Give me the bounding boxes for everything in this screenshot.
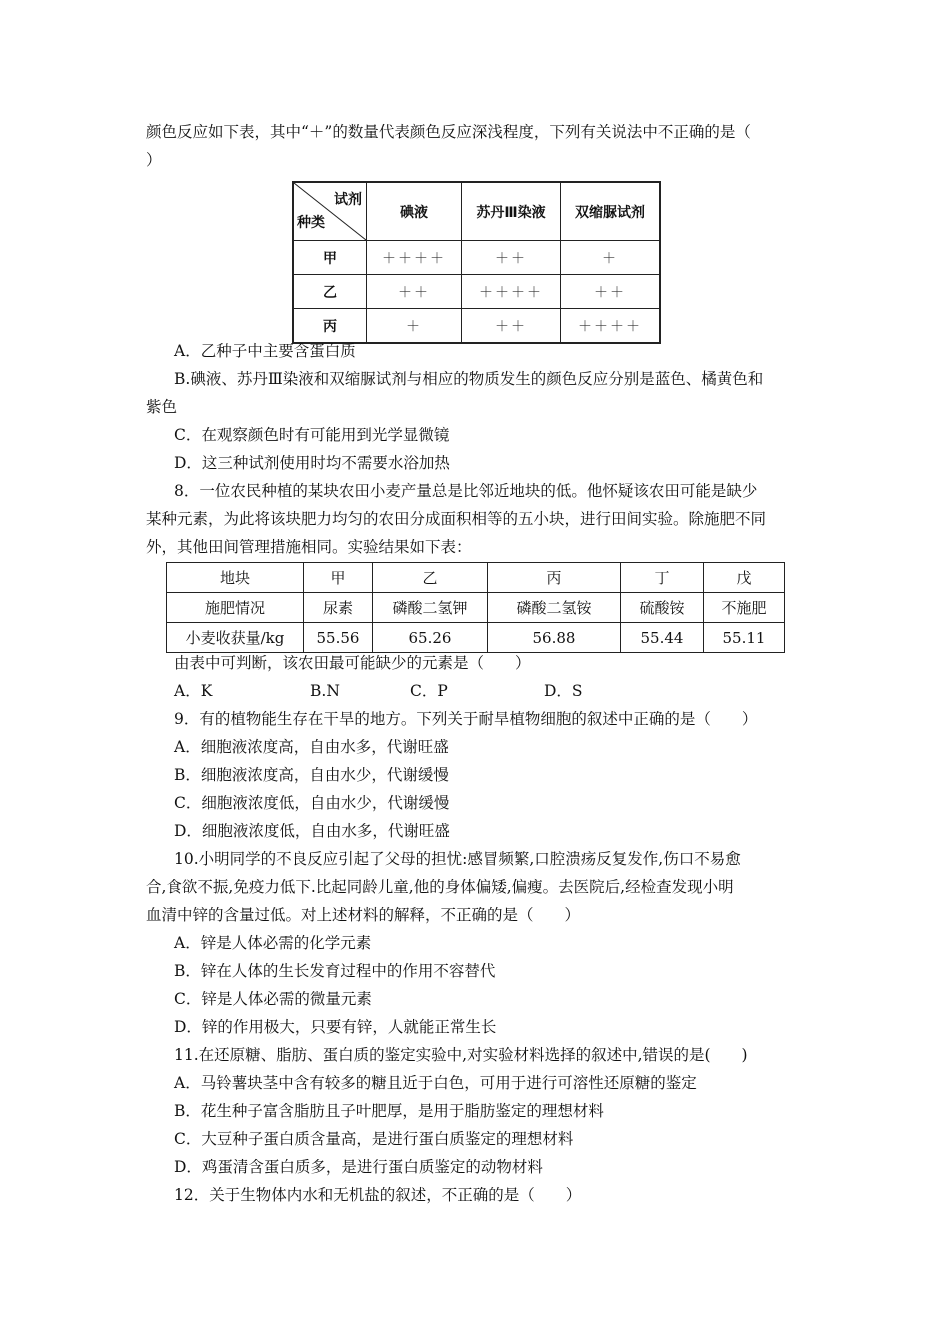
table-cell: 55.44 (621, 623, 704, 653)
q8-option-b: B.N (310, 682, 340, 700)
table-corner-cell (293, 182, 367, 241)
q10-stem-line2: 合,食欲不振,免疫力低下.比起同龄儿童,他的身体偏矮,偏瘦。去医院后,经检查发现小明 (146, 878, 734, 896)
table-cell: 丁 (621, 563, 704, 593)
q11-stem: 11.在还原糖、脂肪、蛋白质的鉴定实验中,对实验材料选择的叙述中,错误的是( ) (174, 1046, 748, 1064)
table-cell: 65.26 (373, 623, 488, 653)
q8-option-d: D．S (544, 682, 583, 700)
q7-stem-line2: ） (146, 151, 162, 169)
q9-option-b: B．细胞液浓度高，自由水少，代谢缓慢 (174, 766, 449, 784)
table-row (167, 593, 785, 623)
header-cell: 苏丹Ⅲ染液 (462, 182, 561, 241)
table-cell: ＋＋＋＋ (561, 309, 661, 344)
table-row (167, 623, 785, 653)
table-cell: 戊 (704, 563, 785, 593)
table-cell: 丙 (488, 563, 621, 593)
table-cell: 56.88 (488, 623, 621, 653)
q7-stem-line1: 颜色反应如下表，其中“＋”的数量代表颜色反应深浅程度，下列有关说法中不正确的是（ (146, 123, 751, 141)
table-cell: ＋＋＋＋ (367, 241, 462, 275)
q8-option-c: C．P (410, 682, 448, 700)
q9-option-a: A．细胞液浓度高，自由水多，代谢旺盛 (174, 738, 449, 756)
row-label: 甲 (293, 241, 367, 275)
table-row (293, 241, 660, 275)
q9-option-c: C．细胞液浓度低，自由水少，代谢缓慢 (174, 794, 450, 812)
table-cell: 硫酸铵 (621, 593, 704, 623)
q10-option-a: A．锌是人体必需的化学元素 (174, 934, 372, 952)
table-cell: 甲 (304, 563, 373, 593)
q10-option-b: B．锌在人体的生长发育过程中的作用不容替代 (174, 962, 496, 980)
table-row (293, 275, 660, 309)
table-cell: 磷酸二氢铵 (488, 593, 621, 623)
q8-stem-line1: 8．一位农民种植的某块农田小麦产量总是比邻近地块的低。他怀疑该农田可能是缺少 (174, 482, 758, 500)
table-cell: 施肥情况 (167, 593, 304, 623)
q12-stem: 12．关于生物体内水和无机盐的叙述，不正确的是（ ） (174, 1186, 582, 1204)
table-cell: ＋ (367, 309, 462, 344)
q11-option-b: B．花生种子富含脂肪且子叶肥厚，是用于脂肪鉴定的理想材料 (174, 1102, 604, 1120)
q8-question: 由表中可判断，该农田最可能缺少的元素是（ ） (174, 654, 531, 672)
table-cell: 小麦收获量/kg (167, 623, 304, 653)
table-row (167, 563, 785, 593)
table-cell: ＋＋ (561, 275, 661, 309)
q11-option-a: A．马铃薯块茎中含有较多的糖且近于白色，可用于进行可溶性还原糖的鉴定 (174, 1074, 697, 1092)
table-cell: ＋ (561, 241, 661, 275)
table-row (293, 309, 660, 344)
q8-stem-line2: 某种元素，为此将该块肥力均匀的农田分成面积相等的五小块，进行田间实验。除施肥不同 (146, 510, 767, 528)
corner-bottom-label: 种类 (297, 215, 325, 231)
table-cell: 乙 (373, 563, 488, 593)
q10-option-d: D．锌的作用极大，只要有锌，人就能正常生长 (174, 1018, 497, 1036)
table-cell: 55.11 (704, 623, 785, 653)
q10-stem-line1: 10.小明同学的不良反应引起了父母的担忧:感冒频繁,口腔溃疡反复发作,伤口不易愈 (174, 850, 741, 868)
header-cell: 碘液 (367, 182, 462, 241)
row-label: 丙 (293, 309, 367, 344)
table-cell: 不施肥 (704, 593, 785, 623)
table-cell: ＋＋＋＋ (462, 275, 561, 309)
q8-option-a: A．K (174, 682, 213, 700)
q10-stem-line3: 血清中锌的含量过低。对上述材料的解释，不正确的是（ ） (146, 906, 581, 924)
corner-top-label: 试剂 (334, 192, 362, 208)
q7-option-b-line2: 紫色 (146, 398, 178, 416)
q7-option-d: D．这三种试剂使用时均不需要水浴加热 (174, 454, 450, 472)
q8-stem-line3: 外，其他田间管理措施相同。实验结果如下表： (146, 538, 472, 556)
q10-option-c: C．锌是人体必需的微量元素 (174, 990, 372, 1008)
table-cell: ＋＋ (462, 309, 561, 344)
table-cell: 55.56 (304, 623, 373, 653)
q11-option-d: D．鸡蛋清含蛋白质多，是进行蛋白质鉴定的动物材料 (174, 1158, 543, 1176)
q7-option-b-line1: B.碘液、苏丹Ⅲ染液和双缩脲试剂与相应的物质发生的颜色反应分别是蓝色、橘黄色和 (174, 370, 764, 388)
row-label: 乙 (293, 275, 367, 309)
table-cell: 磷酸二氢钾 (373, 593, 488, 623)
q7-option-c: C．在观察颜色时有可能用到光学显微镜 (174, 426, 450, 444)
table-cell: 地块 (167, 563, 304, 593)
q11-option-c: C．大豆种子蛋白质含量高，是进行蛋白质鉴定的理想材料 (174, 1130, 574, 1148)
table-cell: ＋＋ (367, 275, 462, 309)
reagent-table (292, 181, 661, 344)
q7-option-a: A．乙种子中主要含蛋白质 (174, 342, 356, 360)
q9-stem: 9．有的植物能生存在干旱的地方。下列关于耐旱植物细胞的叙述中正确的是（ ） (174, 710, 758, 728)
q9-option-d: D．细胞液浓度低，自由水多，代谢旺盛 (174, 822, 450, 840)
table-cell: 尿素 (304, 593, 373, 623)
header-cell: 双缩脲试剂 (561, 182, 661, 241)
table-cell: ＋＋ (462, 241, 561, 275)
fertilizer-table (166, 562, 785, 653)
